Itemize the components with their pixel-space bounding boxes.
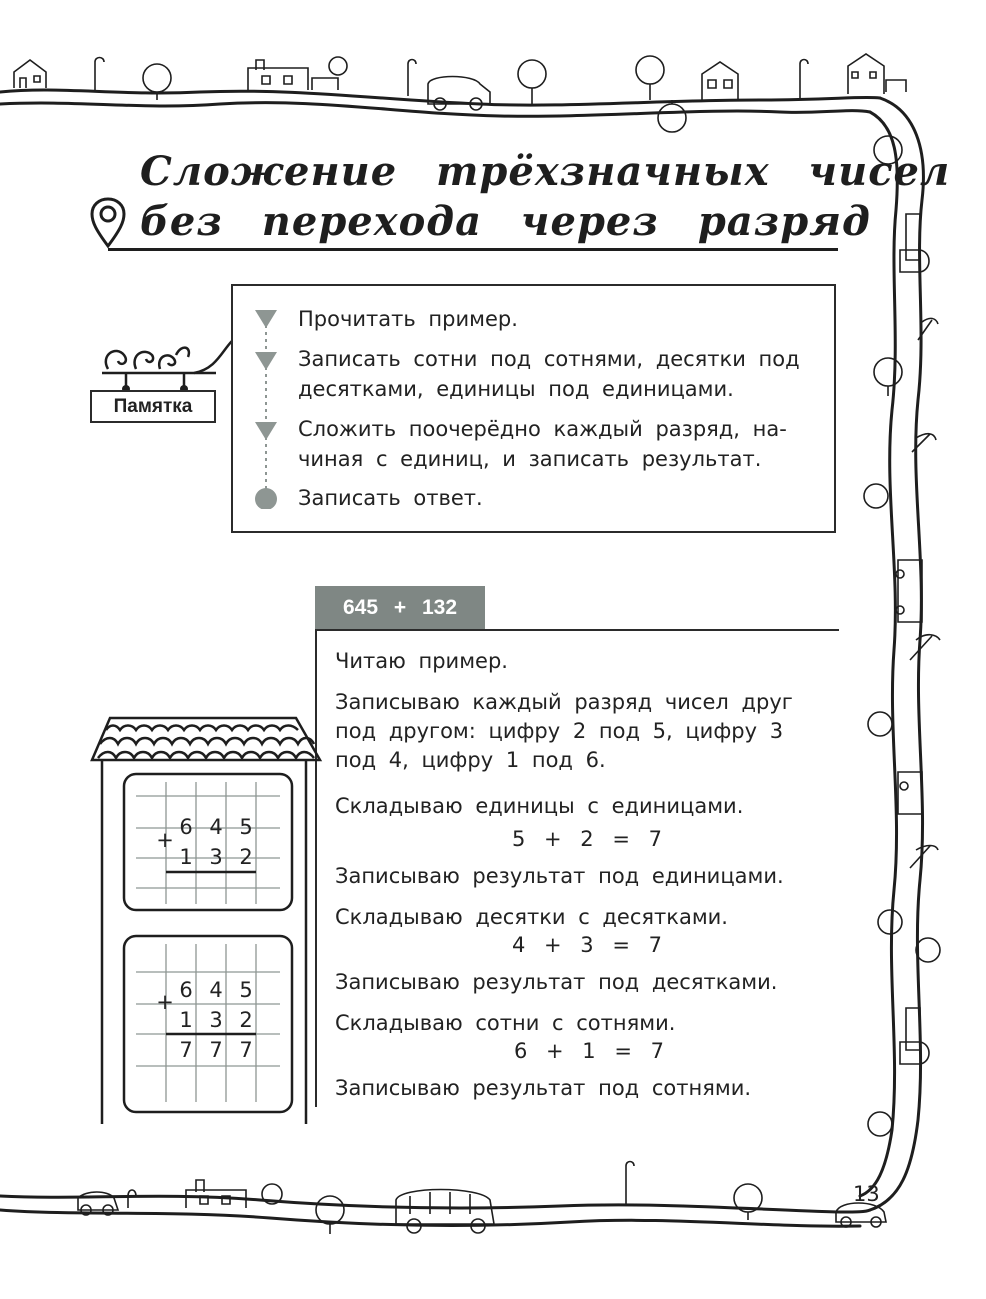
circle-marker-icon [255,488,277,509]
grid2-digit: 2 [239,1008,253,1032]
grid2-result-digit: 7 [179,1038,193,1062]
grid1-plus-sign: + [156,828,174,852]
grid1-digit: 6 [179,815,193,839]
memo-sign-ornament-icon [96,325,236,397]
grid2-plus-sign: + [156,990,174,1014]
house-illustration [88,714,324,1124]
grid2-result-digit: 7 [239,1038,253,1062]
memo-label: Памятка [90,390,216,423]
memo-item-1: Прочитать пример. [298,307,518,331]
example-step: под другом: цифру 2 под 5, цифру 3 [335,719,784,743]
memo-item-3-line-1: Сложить поочерёдно каждый разряд, на- [298,417,787,441]
triangle-marker-icon [255,422,277,440]
example-step: Складываю единицы с единицами. [335,794,744,818]
grid2-digit: 5 [239,978,253,1002]
grid2-result-digit: 7 [209,1038,223,1062]
memo-item-2-line-1: Записать сотни под сотнями, десятки под [298,347,800,371]
grid1-digit: 1 [179,845,193,869]
grid1-digit: 5 [239,815,253,839]
example-step: Складываю сотни с сотнями. [335,1011,676,1035]
example-step: Складываю десятки с десятками. [335,905,728,929]
grid2-digit: 4 [209,978,223,1002]
grid1-digit: 2 [239,845,253,869]
example-header: 645 + 132 [315,586,485,630]
example-step: Записываю результат под единицами. [335,864,784,888]
example-step: Записываю результат под сотнями. [335,1076,752,1100]
equation-units: 5 + 2 = 7 [512,827,662,851]
page-title-line-1: Сложение трёхзначных чисел [140,148,951,195]
grid2-digit: 3 [209,1008,223,1032]
location-pin-icon [88,196,128,250]
grid1-digit: 4 [209,815,223,839]
memo-markers [251,304,281,509]
page-title-line-2: без перехода через разряд [140,198,871,245]
example-step: Записываю результат под десятками. [335,970,778,994]
equation-hundreds: 6 + 1 = 7 [514,1039,664,1063]
title-underline [108,248,838,251]
memo-item-3-line-2: чиная с единиц, и записать результат. [298,447,762,471]
example-step: под 4, цифру 1 под 6. [335,748,606,772]
example-step: Читаю пример. [335,649,508,673]
grid2-digit: 1 [179,1008,193,1032]
grid1-digit: 3 [209,845,223,869]
page-number: 13 [853,1182,880,1206]
memo-box [231,284,836,533]
example-step: Записываю каждый разряд чисел друг [335,690,793,714]
memo-item-4: Записать ответ. [298,486,483,510]
triangle-marker-icon [255,352,277,370]
grid2-digit: 6 [179,978,193,1002]
equation-tens: 4 + 3 = 7 [512,933,662,957]
memo-item-2-line-2: десятками, единицы под единицами. [298,377,734,401]
example-divider [315,629,839,631]
triangle-marker-icon [255,310,277,328]
